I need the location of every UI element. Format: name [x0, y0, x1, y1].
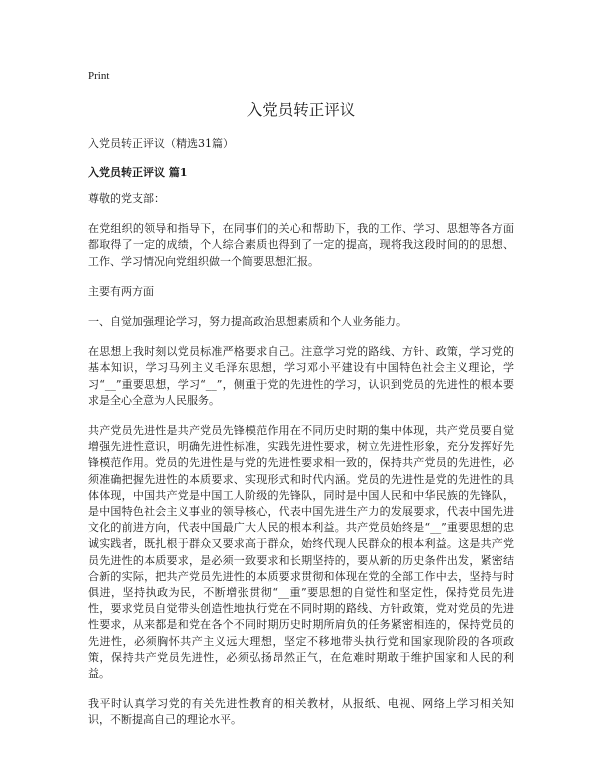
- paragraph-point-one: 一、自觉加强理论学习，努力提高政治思想素质和个人业务能力。: [88, 315, 407, 329]
- print-label: Print: [88, 70, 110, 82]
- section-heading: 入党员转正评议 篇1: [88, 166, 188, 179]
- paragraph-two-aspects: 主要有两方面: [88, 284, 154, 298]
- paragraph-study: 我平时认真学习党的有关先进性教育的相关教材，从报纸、电视、网络上学习相关知识，不断提高自己的理论水平。: [88, 697, 514, 727]
- document-subtitle: 入党员转正评议（精选31篇）: [88, 137, 234, 150]
- paragraph-thought: 在思想上我时刻以党员标准严格要求自己。注意学习党的路线、方针、政策，学习党的基本知识，学习马列主义毛泽东思想，学习邓小平建设有中国特色社会主义理论，学习“__”重要思想，学习“__”，侧重于党的先进性的学习，认识到党员的先进性的根本要求是全心全意为人民服务。: [88, 345, 514, 407]
- paragraph-advanced-nature: 共产党员先进性是共产党员先锋模范作用在不同历史时期的集中体现，共产党员要自觉增强先进性意识，明确先进性标准，实践先进性要求，树立先进性形象，充分发挥好先锋模范作用。党员的先进性是与党的先进性要求相一致的，保持共产党员的先进性，必须准确把握先进性的本质要求、实现形式和时代内涵。党员的先进性是党的先进性的具体体现，中国共产党是中国工人阶级的先锋队，同时是中国人民和中华民族的先锋队，是中国特色社会主义事业的领导核心，代表中国先进生产力的发展要求，代表中国先进文化的前进方向，代表中国最广大人民的根本利益。共产党员始终是“__”重要思想的忠诚实践者，既扎根于群众又要求高于群众，始终代现人民群众的根本利益。这是共产党员先进性的本质要求，是必须一致要求和长期坚持的，要从新的历史条件出发，紧密结合新的实际，把共产党员先进性的本质要求贯彻和体现在党的全部工作中去，坚持与时俱进，坚持执政为民，不断增张贯彻“__重”要思想的自觉性和坚定性，保持党员先进性，要求党员自觉带头创造性地执行党在不同时期的路线、方针政策，党对党员的先进性要求，从来都是和党在各个不同时期历史时期所肩负的任务紧密相连的，保持党员的先进性，必须胸怀共产主义远大理想，坚定不移地带头执行党和国家现阶段的各项政策，保持共产党员先进性，必须弘扬昂然正气，在危难时期敢于维护国家和人民的利益。: [88, 424, 514, 681]
- paragraph-intro: 在党组织的领导和指导下，在同事们的关心和帮助下，我的工作、学习、思想等各方面都取得了一定的成绩，个人综合素质也得到了一定的提高，现将我这段时间的的思想、工作、学习情况向党组织做一个简要思想汇报。: [88, 222, 514, 268]
- salutation: 尊敬的党支部：: [88, 192, 165, 205]
- page-title: 入党员转正评议: [246, 101, 356, 119]
